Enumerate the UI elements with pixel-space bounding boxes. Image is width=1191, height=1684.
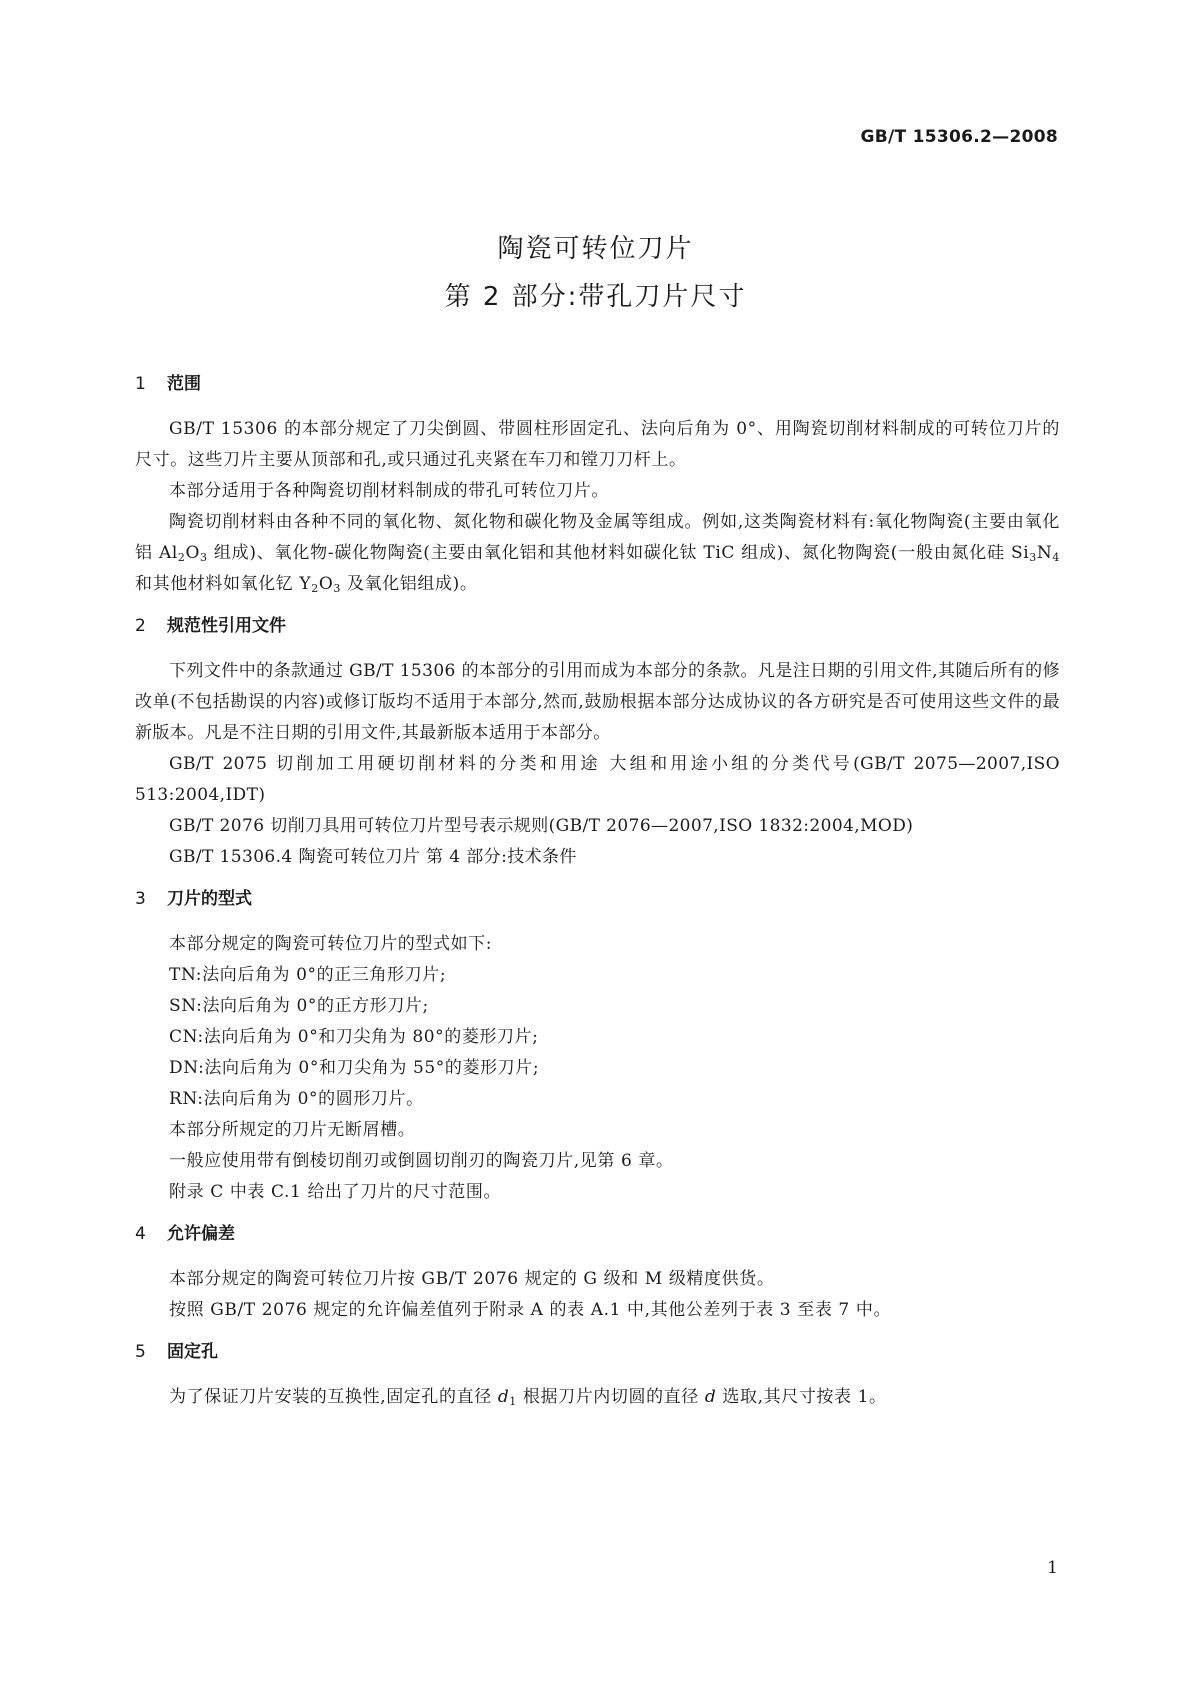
section-scope <box>135 370 1060 600</box>
section-heading <box>135 1220 1060 1249</box>
section-title: 固定孔 <box>167 1342 218 1362</box>
list-item: RN:法向后角为 0°的圆形刀片。 <box>169 1089 424 1109</box>
section-heading <box>135 370 1060 399</box>
section-title: 刀片的型式 <box>167 889 252 909</box>
section-heading <box>135 612 1060 641</box>
reference-item: GB/T 2076 切削刀具用可转位刀片型号表示规则(GB/T 2076—2007,ISO 1832:2004,MOD) <box>169 816 914 836</box>
section-number: 4 <box>135 1224 146 1244</box>
section-tolerances <box>135 1220 1060 1326</box>
paragraph: 本部分适用于各种陶瓷切削材料制成的带孔可转位刀片。 <box>169 481 609 501</box>
paragraph: 本部分规定的陶瓷可转位刀片的型式如下: <box>169 934 493 954</box>
paragraph: 下列文件中的条款通过 GB/T 15306 的本部分的引用而成为本部分的条款。凡是注日期的引用文件,其随后所有的修改单(不包括勘误的内容)或修订版均不适用于本部分,然而,鼓励根据本部分达成协议的各方研究是否可使用这些文件的最新版本。凡是不注日期的引用文件,其最新版本适用于本部分。 <box>135 661 1060 743</box>
paragraph: 附录 C 中表 C.1 给出了刀片的尺寸范围。 <box>169 1182 502 1202</box>
list-item: SN:法向后角为 0°的正方形刀片; <box>169 996 429 1016</box>
page-number: 1 <box>1047 1558 1058 1578</box>
paragraph: 本部分所规定的刀片无断屑槽。 <box>169 1120 416 1140</box>
list-item: TN:法向后角为 0°的正三角形刀片; <box>169 965 447 985</box>
paragraph: 按照 GB/T 2076 规定的允许偏差值列于附录 A 的表 A.1 中,其他公差列于表 3 至表 7 中。 <box>169 1300 892 1320</box>
document-subtitle: 第 2 部分:带孔刀片尺寸 <box>444 282 747 312</box>
section-title: 范围 <box>167 374 201 394</box>
paragraph: 为了保证刀片安装的互换性,固定孔的直径 $d_1$ 根据刀片内切圆的直径 d 选取,其尺寸按表 1。 <box>169 1387 887 1408</box>
paragraph: 一般应使用带有倒棱切削刃或倒圆切削刃的陶瓷刀片,见第 6 章。 <box>169 1151 674 1171</box>
list-item: DN:法向后角为 0°和刀尖角为 55°的菱形刀片; <box>169 1058 540 1078</box>
reference-item: GB/T 15306.4 陶瓷可转位刀片 第 4 部分:技术条件 <box>169 847 577 867</box>
section-normative-references <box>135 612 1060 873</box>
document-title: 陶瓷可转位刀片 <box>497 234 694 264</box>
section-number: 3 <box>135 889 146 909</box>
section-number: 2 <box>135 616 146 636</box>
section-fixing-hole <box>135 1338 1060 1413</box>
section-heading <box>135 1338 1060 1367</box>
document-body <box>135 370 1060 1425</box>
section-insert-types <box>135 885 1060 1208</box>
paragraph: GB/T 15306 的本部分规定了刀尖倒圆、带圆柱形固定孔、法向后角为 0°、用陶瓷切削材料制成的可转位刀片的尺寸。这些刀片主要从顶部和孔,或只通过孔夹紧在车刀和镗刀刀杆上。 <box>135 419 1060 470</box>
section-number: 1 <box>135 374 146 394</box>
section-heading <box>135 885 1060 914</box>
section-title: 允许偏差 <box>167 1224 235 1244</box>
reference-item: GB/T 2075 切削加工用硬切削材料的分类和用途 大组和用途小组的分类代号(GB/T 2075—2007,ISO 513:2004,IDT) <box>135 754 1060 805</box>
paragraph: 本部分规定的陶瓷可转位刀片按 GB/T 2076 规定的 G 级和 M 级精度供货。 <box>169 1269 775 1289</box>
section-number: 5 <box>135 1342 146 1362</box>
section-title: 规范性引用文件 <box>167 616 286 636</box>
paragraph-materials: 陶瓷切削材料由各种不同的氧化物、氮化物和碳化物及金属等组成。例如,这类陶瓷材料有:氧化物陶瓷(主要由氧化铝 $Al_2O_3$ 组成)、氧化物-碳化物陶瓷(主要由氧化铝和其他材料如碳化钛 TiC 组成)、氮化物陶瓷(一般由氮化硅 $Si_3N_4$ 和其他材料如氧化钇 $Y_2O_3$ 及氧化铝组成)。 <box>135 512 1060 595</box>
standard-code: GB/T 15306.2—2008 <box>860 127 1058 147</box>
list-item: CN:法向后角为 0°和刀尖角为 80°的菱形刀片; <box>169 1027 539 1047</box>
